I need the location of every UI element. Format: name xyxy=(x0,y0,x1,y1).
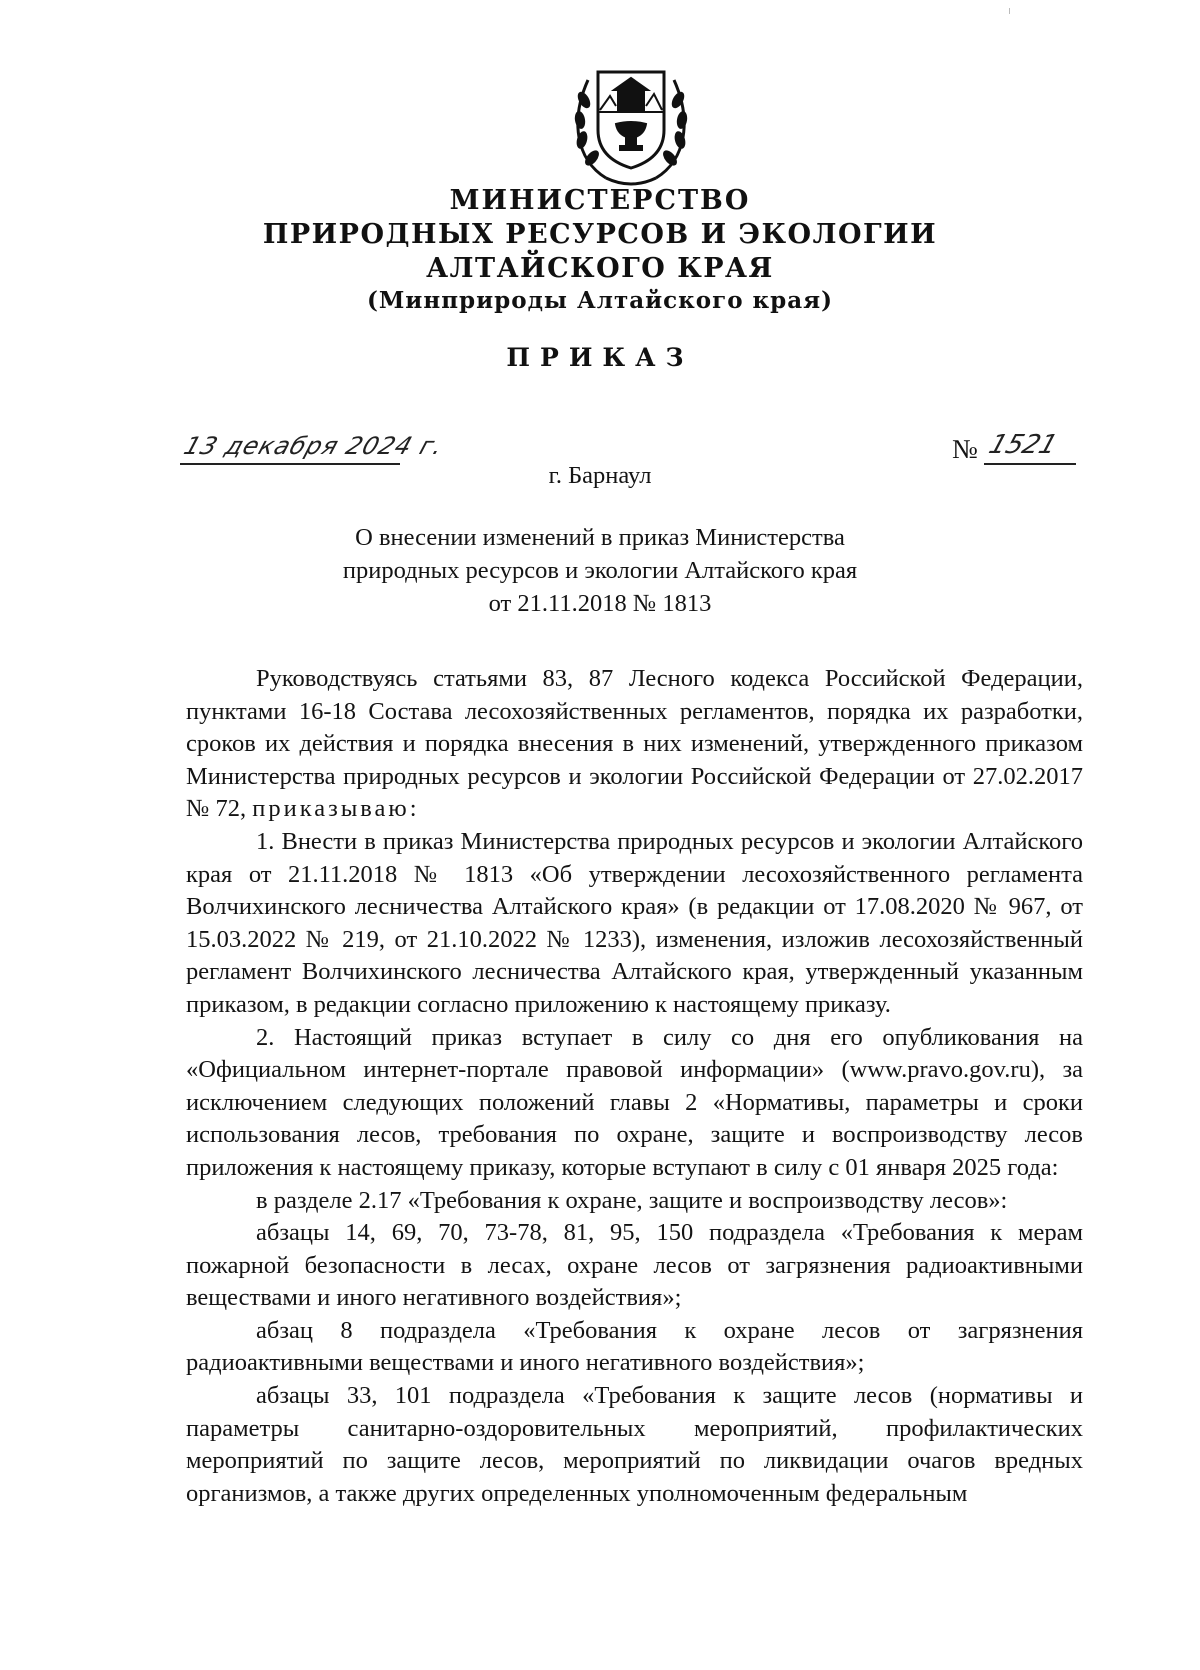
ministry-title-line-1: МИНИСТЕРСТВО xyxy=(449,185,751,216)
body-paragraph: 1. Внести в приказ Министерства природных ресурсов и экологии Алтайского края от 21.11.2018 № 1813 «Об утверждении лесохозяйственного регламента Волчихинского лесничества Алтайского края» (в редакции от 17.08.2020 № 967, от 15.03.2022 № 219, от 21.10.2022 № 1233), изменения, изложив лесохозяйственный регламент Волчихинского лесничества Алтайского края, утвержденный указанным приказом, в редакции согласно приложению к настоящему приказу. xyxy=(186,827,1083,1018)
handwritten-date: 13 декабря 2024 г. xyxy=(180,432,448,460)
order-word: приказываю: xyxy=(252,795,420,823)
body-paragraph: абзацы 14, 69, 70, 73-78, 81, 95, 150 подраздела «Требования к мерам пожарной безопасности в лесах, охране лесов от загрязнения радиоактивными веществами и иного негативного воздействия»; xyxy=(186,1219,1083,1312)
body-paragraph: абзацы 33, 101 подраздела «Требования к защите лесов (нормативы и параметры санитарно-оздоровительных мероприятий, профилактических мероприятий по защите лесов, мероприятий по ликвидации очагов вредных организмов, а также других определенных уполномоченным федеральным xyxy=(186,1382,1083,1507)
ministry-title-line-3: АЛТАЙСКОГО КРАЯ xyxy=(426,253,774,284)
ministry-title-line-2: ПРИРОДНЫХ РЕСУРСОВ И ЭКОЛОГИИ xyxy=(262,219,938,250)
order-body xyxy=(186,663,1083,1510)
coat-of-arms-icon xyxy=(566,50,696,190)
city: г. Барнаул xyxy=(548,462,652,489)
scan-mark xyxy=(1009,8,1010,14)
handwritten-number: 1521 xyxy=(985,430,1062,460)
number-sign: № xyxy=(952,434,978,464)
body-paragraph: 2. Настоящий приказ вступает в силу со дня его опубликования на «Официальном интернет-портале правовой информации» (www.pravo.gov.ru), за исключением следующих положений главы 2 «Нормативы, параметры и сроки использования лесов, требования по охране, защите и воспроизводству лесов приложения к настоящему приказу, которые вступают в силу с 01 января 2025 года: xyxy=(186,1023,1083,1181)
intro-text: Руководствуясь статьями 83, 87 Лесного кодекса Российской Федерации, пунктами 16-18 Состава лесохозяйственных регламентов, порядка их разработки, сроков их действия и порядка внесения в них изменений, утвержденного приказом Министерства природных ресурсов и экологии Российской Федерации от 27.02.2017 № 72, xyxy=(186,665,1083,823)
subject-line: природных ресурсов и экологии Алтайского края xyxy=(342,557,858,584)
body-paragraph: в разделе 2.17 «Требования к охране, защите и воспроизводству лесов»: xyxy=(256,1186,1008,1214)
ministry-short-name: (Минприроды Алтайского края) xyxy=(366,287,834,314)
subject-line: О внесении изменений в приказ Министерства xyxy=(355,524,845,551)
document-type: ПРИКАЗ xyxy=(506,343,694,372)
subject-line: от 21.11.2018 № 1813 xyxy=(488,590,712,617)
order-subject xyxy=(250,521,950,620)
body-paragraph: абзац 8 подраздела «Требования к охране лесов от загрязнения радиоактивными веществами и иного негативного воздействия»; xyxy=(186,1316,1083,1377)
body-paragraph xyxy=(186,663,1083,826)
